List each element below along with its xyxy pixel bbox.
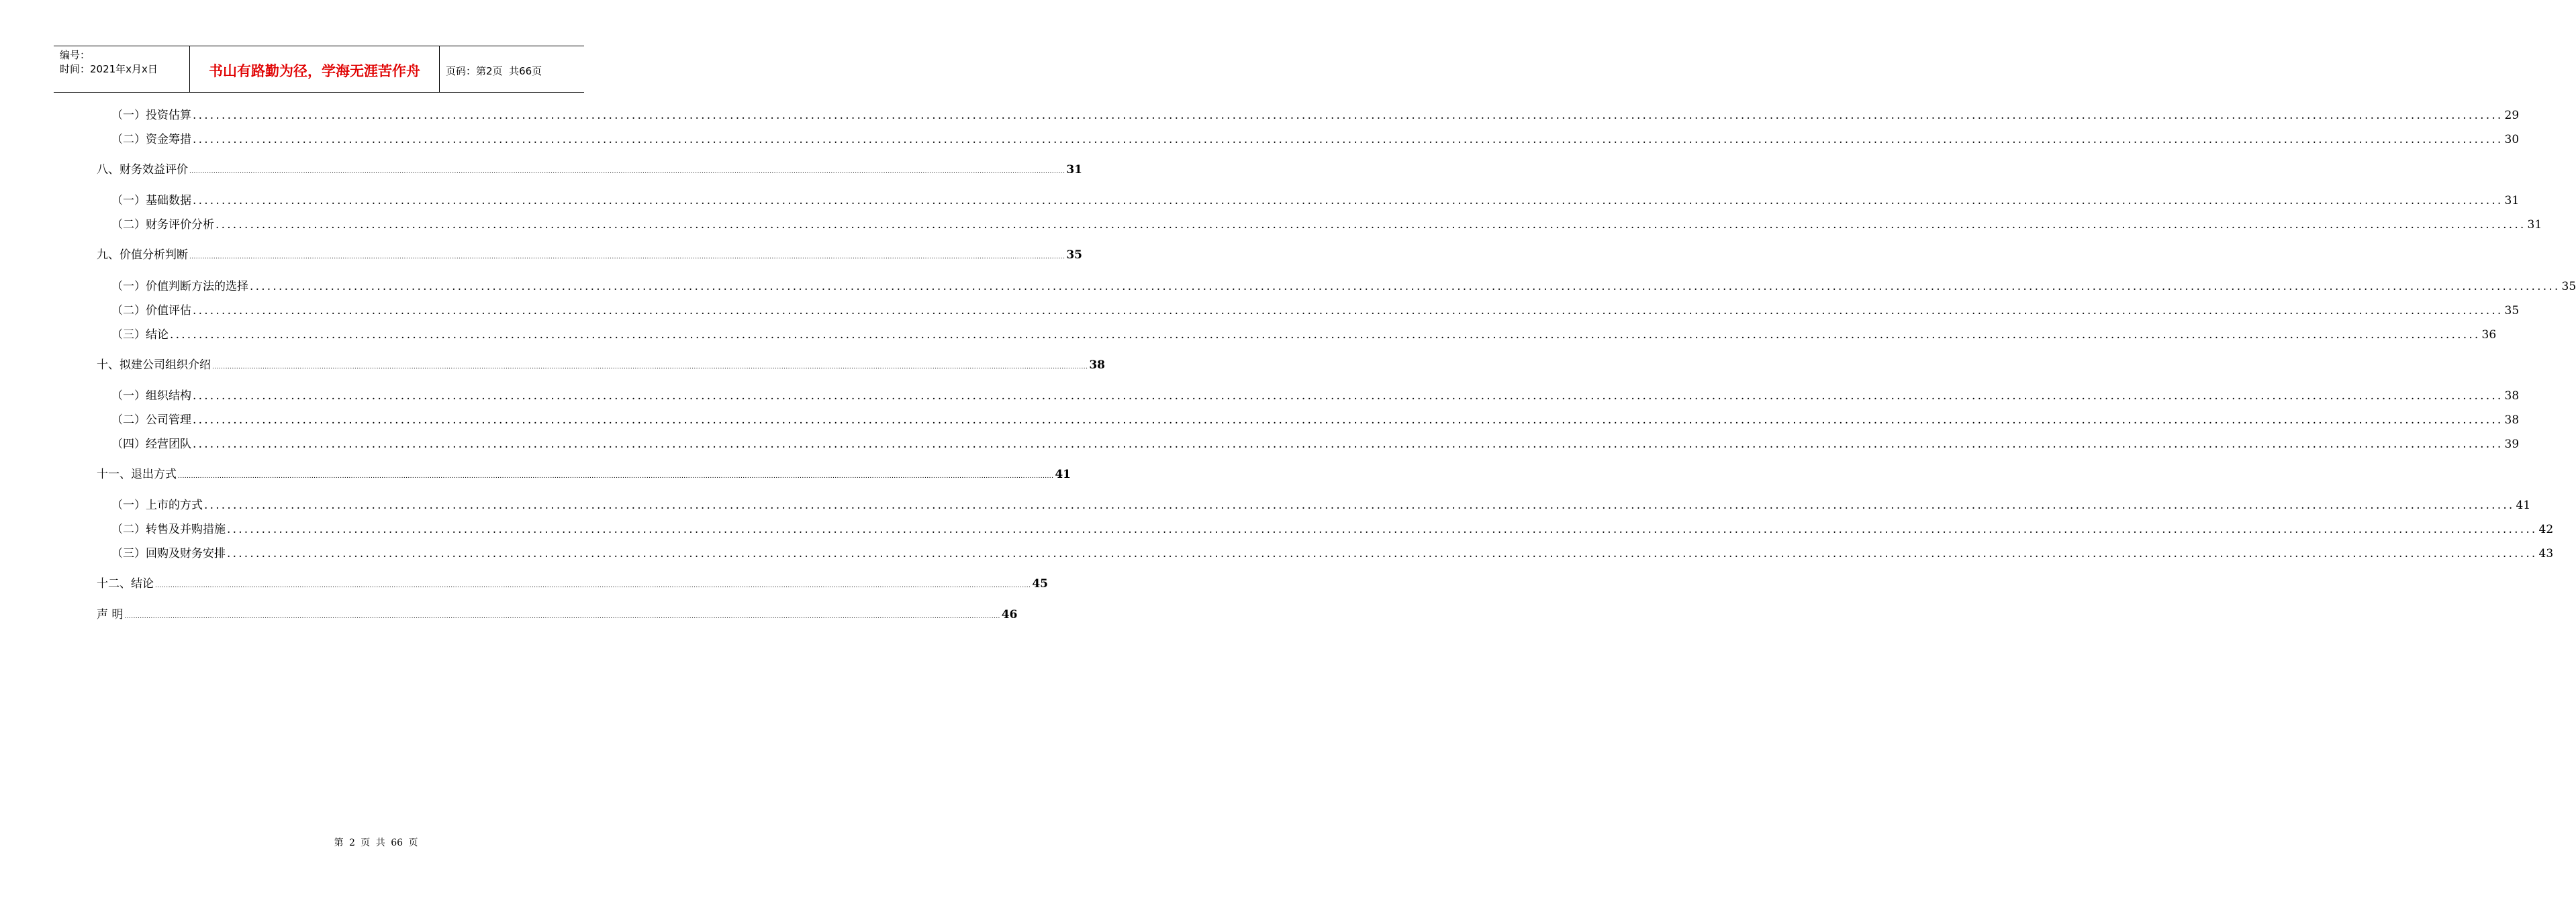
toc-page-number: 38 — [2504, 389, 2520, 403]
header-page-info: 页码：第2页 共66页 — [446, 64, 542, 77]
toc-entry-title: 十、拟建公司组织介绍 — [97, 358, 211, 372]
toc-entry-title: 八、财务效益评价 — [97, 163, 188, 177]
toc-dot-leader: ................................................................................................................................................................................................................................................................................................................................................................................................................ — [170, 328, 2481, 342]
toc-page-number: 31 — [1066, 163, 1083, 177]
toc-page-number: 42 — [2538, 523, 2554, 536]
page-header — [54, 46, 584, 93]
toc-chapter[interactable] — [97, 160, 1083, 178]
toc-entry-title: （二）资金筹措 — [111, 133, 191, 146]
toc-page-number: 38 — [1089, 358, 1106, 372]
toc-dot-leader: ................................................................................................................................................................................................................................................................................................................................................................................................................ — [155, 583, 1031, 589]
toc-dot-leader: ................................................................................................................................................................................................................................................................................................................................................................................................................ — [193, 304, 2503, 317]
toc-page-number: 41 — [2516, 499, 2531, 512]
header-meta — [54, 46, 189, 92]
serial-number-label: 编号： — [60, 49, 91, 61]
toc-entry-title: （一）上市的方式 — [111, 499, 203, 512]
toc-entry-title: 九、价值分析判断 — [97, 248, 188, 262]
toc-page-number: 36 — [2481, 328, 2497, 342]
toc-entry-title: （三）结论 — [111, 328, 169, 342]
toc-section[interactable] — [111, 191, 2520, 209]
toc-entry-title: （二）公司管理 — [111, 413, 191, 427]
header-motto: 书山有路勤为径，学海无涯苦作舟 — [209, 63, 420, 79]
toc-page-number: 43 — [2538, 547, 2554, 560]
toc-section[interactable] — [111, 325, 2497, 343]
toc-section[interactable] — [111, 544, 2554, 562]
toc-page-number: 31 — [2504, 194, 2520, 207]
toc-dot-leader: ................................................................................................................................................................................................................................................................................................................................................................................................................ — [193, 413, 2503, 427]
date-label: 时间：2021年x月x日 — [60, 63, 158, 75]
toc-entry-title: （二）财务评价分析 — [111, 218, 214, 232]
toc-chapter[interactable] — [97, 356, 1106, 373]
toc-dot-leader: ................................................................................................................................................................................................................................................................................................................................................................................................................ — [216, 218, 2526, 232]
toc-dot-leader: ................................................................................................................................................................................................................................................................................................................................................................................................................ — [250, 280, 2561, 293]
toc-dot-leader: ................................................................................................................................................................................................................................................................................................................................................................................................................ — [189, 168, 1065, 175]
toc-dot-leader: ................................................................................................................................................................................................................................................................................................................................................................................................................ — [227, 523, 2538, 536]
toc-page-number: 41 — [1055, 468, 1071, 481]
toc-dot-leader: ................................................................................................................................................................................................................................................................................................................................................................................................................ — [193, 194, 2503, 207]
toc-section[interactable] — [111, 387, 2520, 404]
toc-dot-leader: ................................................................................................................................................................................................................................................................................................................................................................................................................ — [189, 254, 1065, 260]
toc-chapter[interactable] — [97, 465, 1071, 483]
toc-entry-title: （一）组织结构 — [111, 389, 191, 403]
toc-entry-title: （二）价值评估 — [111, 304, 191, 317]
toc-dot-leader: ................................................................................................................................................................................................................................................................................................................................................................................................................ — [227, 547, 2538, 560]
footer-page-number: 第 2 页 共 66 页 — [334, 838, 418, 848]
toc-entry-title: （一）投资估算 — [111, 109, 191, 122]
page-footer — [0, 836, 638, 849]
toc-dot-leader: ................................................................................................................................................................................................................................................................................................................................................................................................................ — [178, 473, 1054, 480]
toc-section[interactable] — [111, 106, 2520, 123]
toc-page-number: 35 — [2504, 304, 2520, 317]
toc-entry-title: 声 明 — [97, 608, 124, 621]
toc-entry-title: （一）基础数据 — [111, 194, 191, 207]
toc-dot-leader: ................................................................................................................................................................................................................................................................................................................................................................................................................ — [204, 499, 2515, 512]
toc-dot-leader: ................................................................................................................................................................................................................................................................................................................................................................................................................ — [193, 133, 2503, 146]
toc-page-number: 39 — [2504, 438, 2520, 451]
toc-dot-leader: ................................................................................................................................................................................................................................................................................................................................................................................................................ — [124, 613, 1000, 620]
toc-page-number: 45 — [1032, 577, 1049, 591]
toc-chapter[interactable] — [97, 574, 1049, 592]
header-motto-cell — [189, 46, 440, 92]
toc-section[interactable] — [111, 215, 2542, 233]
toc-entry-title: （一）价值判断方法的选择 — [111, 280, 248, 293]
toc-page-number: 35 — [2561, 280, 2576, 293]
toc-dot-leader: ................................................................................................................................................................................................................................................................................................................................................................................................................ — [212, 364, 1088, 370]
toc-page-number: 35 — [1066, 248, 1083, 262]
toc-entry-title: 十二、结论 — [97, 577, 154, 591]
toc-entry-title: （二）转售及并购措施 — [111, 523, 226, 536]
toc-section[interactable] — [111, 435, 2520, 452]
toc-section[interactable] — [111, 411, 2520, 428]
toc-dot-leader: ................................................................................................................................................................................................................................................................................................................................................................................................................ — [193, 389, 2503, 403]
toc-section[interactable] — [111, 301, 2520, 319]
toc-page-number: 46 — [1001, 608, 1018, 621]
toc-section[interactable] — [111, 496, 2531, 513]
toc-dot-leader: ................................................................................................................................................................................................................................................................................................................................................................................................................ — [193, 438, 2503, 451]
toc-page-number: 30 — [2504, 133, 2520, 146]
toc-entry-title: 十一、退出方式 — [97, 468, 177, 481]
toc-section[interactable] — [111, 520, 2554, 538]
toc-page-number: 29 — [2504, 109, 2520, 122]
toc-entry-title: （四）经营团队 — [111, 438, 191, 451]
toc-page-number: 38 — [2504, 413, 2520, 427]
toc-page-number: 31 — [2527, 218, 2542, 232]
toc-dot-leader: ................................................................................................................................................................................................................................................................................................................................................................................................................ — [193, 109, 2503, 122]
toc-chapter[interactable] — [97, 246, 1083, 263]
toc-chapter[interactable] — [97, 605, 1018, 623]
toc-section[interactable] — [111, 277, 2576, 295]
toc-entry-title: （三）回购及财务安排 — [111, 547, 226, 560]
toc-section[interactable] — [111, 130, 2520, 148]
